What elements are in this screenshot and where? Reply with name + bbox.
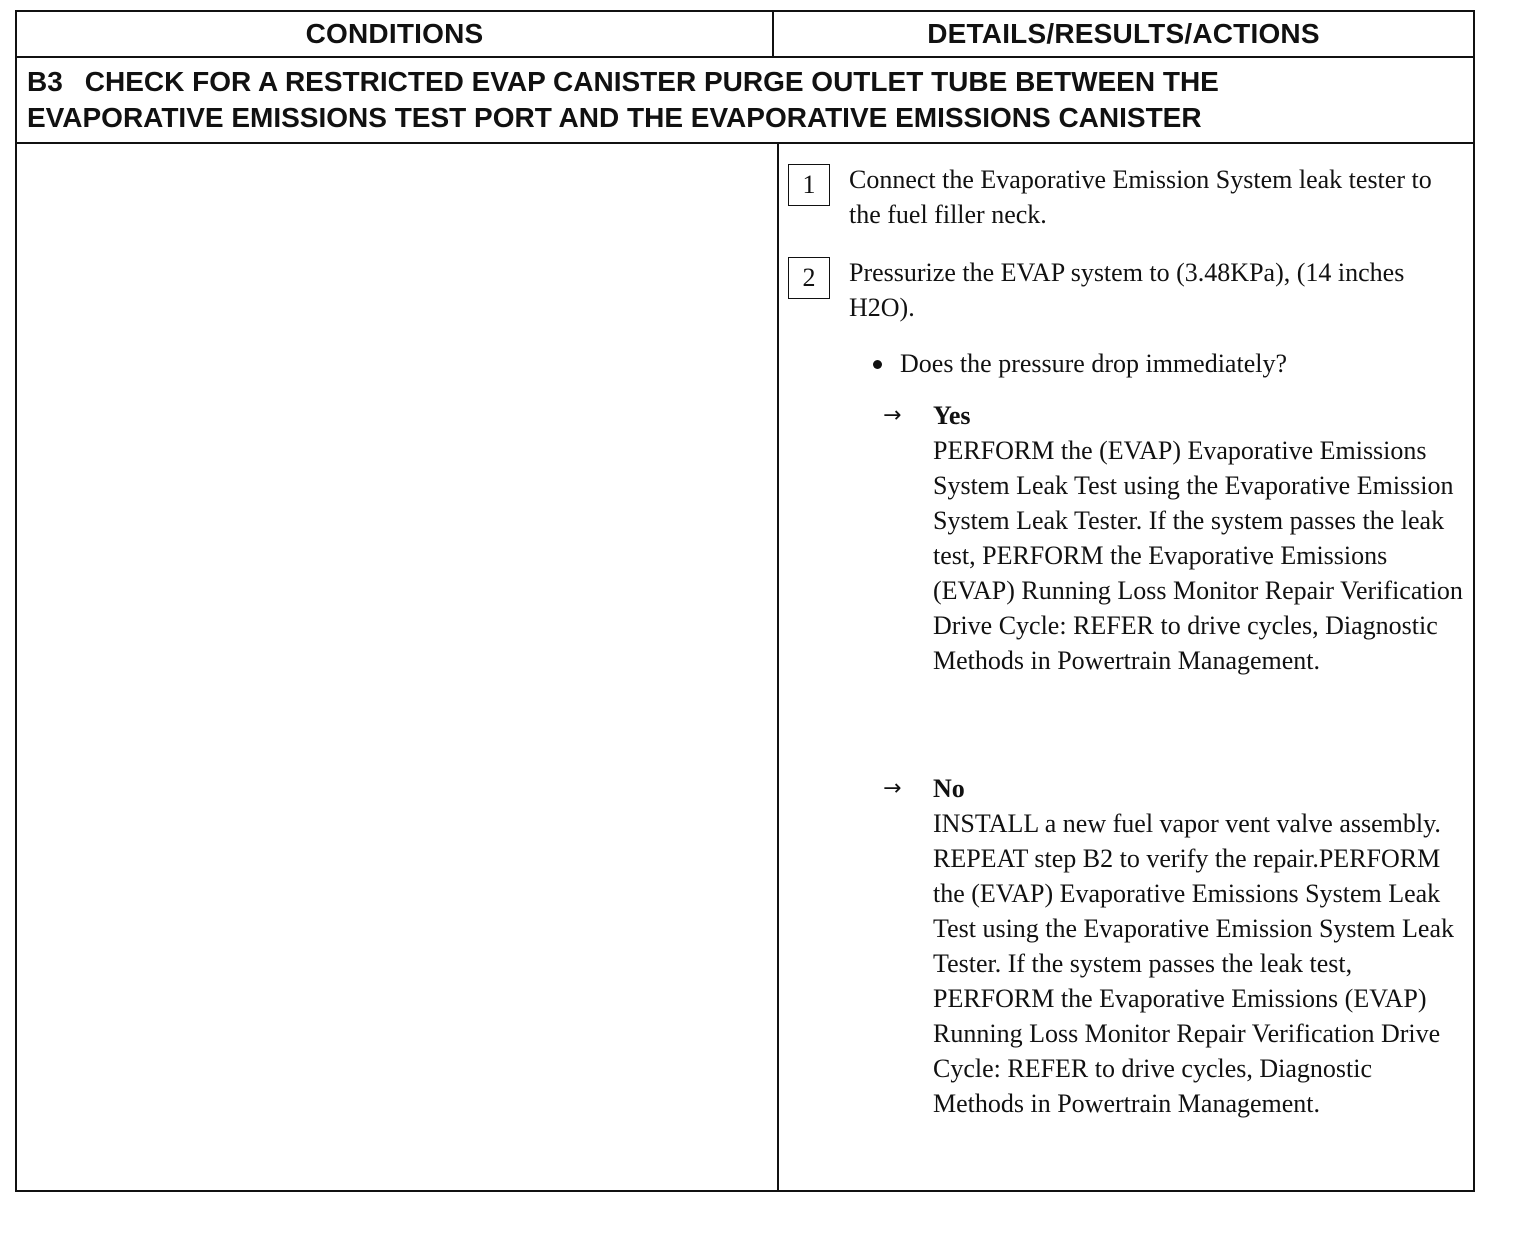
step-title-line-1: [27, 64, 1473, 100]
bullet-icon: [873, 360, 882, 369]
diagnostic-table: [15, 10, 1475, 1192]
branch-yes: [883, 398, 1463, 738]
step-instruction: Connect the Evaporative Emission System leak tester to the fuel filler neck.: [849, 165, 1432, 229]
action-step-1: [788, 158, 1458, 238]
step-number-box: 2: [788, 257, 830, 299]
conditions-cell: [17, 144, 779, 1190]
right-arrow-icon: →: [883, 403, 902, 428]
test-question: [873, 346, 1433, 381]
conditions-column-header: CONDITIONS: [17, 12, 774, 56]
step-title-line-2: EVAPORATIVE EMISSIONS TEST PORT AND THE EVAPORATIVE EMISSIONS CANISTER: [27, 102, 1202, 133]
step-title-text-1: CHECK FOR A RESTRICTED EVAP CANISTER PURGE OUTLET TUBE BETWEEN THE: [84, 66, 1219, 97]
step-instruction: Pressurize the EVAP system to (3.48KPa), (14 inches H2O).: [849, 258, 1405, 322]
step-code: B3: [27, 66, 63, 97]
branch-action-text: INSTALL a new fuel vapor vent valve assembly. REPEAT step B2 to verify the repair.PERFORM the (EVAP) Evaporative Emissions System Leak Test using the Evaporative Emission System Leak Tester. If the system passes the leak test, PERFORM the Evaporative Emissions (EVAP) Running Loss Monitor Repair Verification Drive Cycle: REFER to drive cycles, Diagnostic Methods in Powertrain Management.: [933, 809, 1454, 1118]
step-title: [17, 58, 1473, 144]
table-body-row: [17, 144, 1473, 1190]
branch-no: [883, 771, 1463, 1181]
table-header-row: [17, 12, 1473, 58]
step-number-box: 1: [788, 164, 830, 206]
right-arrow-icon: →: [883, 776, 902, 801]
branch-answer: Yes: [933, 401, 971, 430]
branch-answer: No: [933, 774, 965, 803]
question-text: Does the pressure drop immediately?: [900, 349, 1287, 378]
branch-action-text: PERFORM the (EVAP) Evaporative Emissions System Leak Test using the Evaporative Emission System Leak Tester. If the system passes the leak test, PERFORM the Evaporative Emissions (EVAP) Running Loss Monitor Repair Verification Drive Cycle: REFER to drive cycles, Diagnostic Methods in Powertrain Management.: [933, 436, 1463, 675]
details-column-header: DETAILS/RESULTS/ACTIONS: [927, 18, 1320, 49]
action-step-2: [788, 251, 1458, 331]
details-cell: [779, 144, 1473, 1190]
